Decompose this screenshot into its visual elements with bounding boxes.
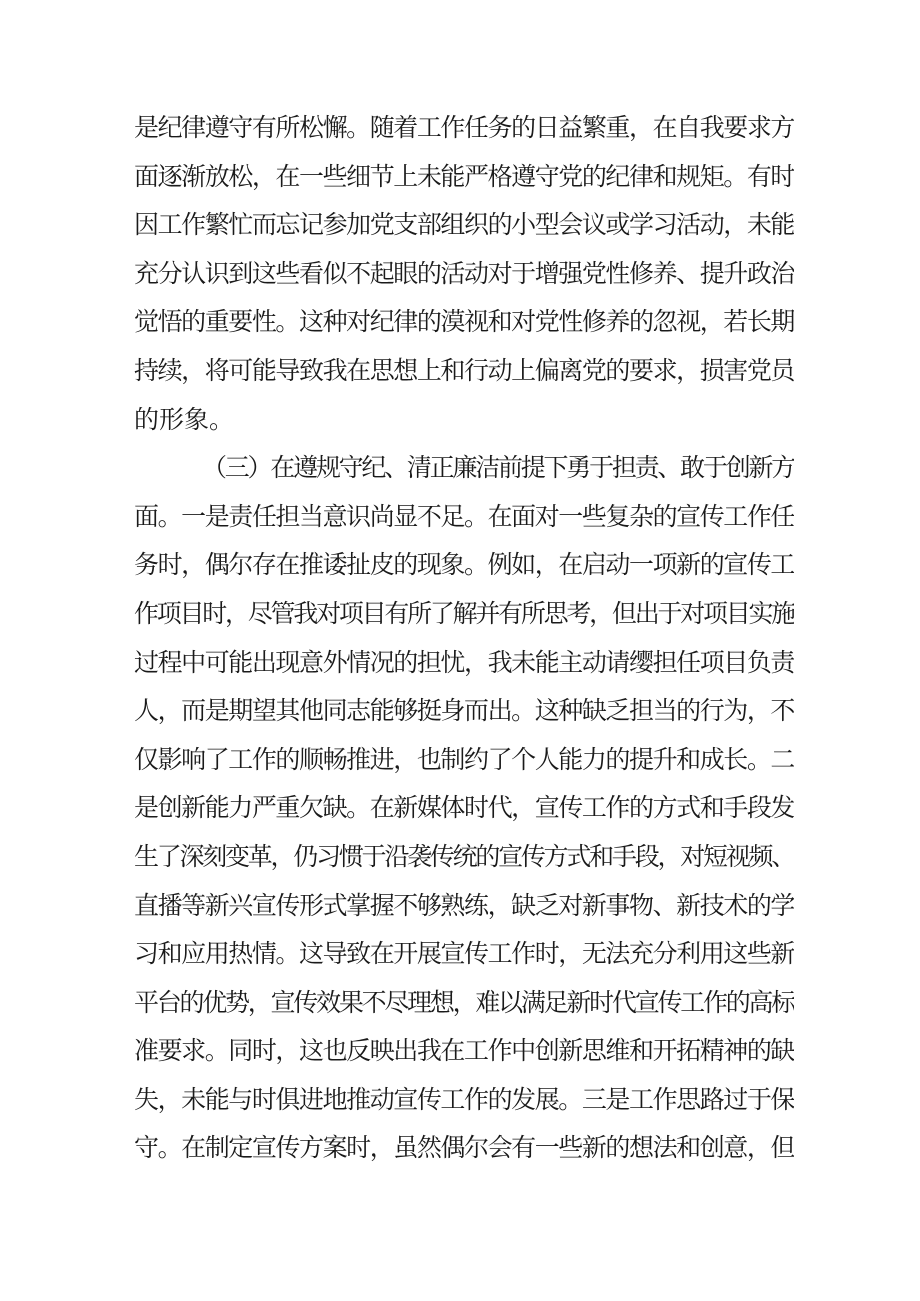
text-line: 面逐渐放松，在一些细节上未能严格遵守党的纪律和规矩。有时 — [134, 161, 794, 191]
section-heading-line: （三）在遵规守纪、清正廉洁前提下勇于担责、敢于创新方 — [202, 453, 794, 483]
text-line: 人，而是期望其他同志能够挺身而出。这种缺乏担当的行为，不 — [134, 696, 794, 726]
text-line: 失，未能与时俱进地推动宣传工作的发展。三是工作思路过于保 — [134, 1084, 794, 1114]
text-line: 习和应用热情。这导致在开展宣传工作时，无法充分利用这些新 — [134, 939, 794, 969]
text-line: 是纪律遵守有所松懈。随着工作任务的日益繁重，在自我要求方 — [134, 113, 794, 142]
text-line: 因工作繁忙而忘记参加党支部组织的小型会议或学习活动，未能 — [134, 210, 794, 240]
text-line: 过程中可能出现意外情况的担忧，我未能主动请缨担任项目负责 — [134, 647, 794, 677]
text-line: 是创新能力严重欠缺。在新媒体时代，宣传工作的方式和手段发 — [134, 793, 794, 823]
text-line: 准要求。同时，这也反映出我在工作中创新思维和开拓精神的缺 — [134, 1036, 794, 1066]
text-line: 面。一是责任担当意识尚显不足。在面对一些复杂的宣传工作任 — [134, 501, 794, 531]
text-line: 充分认识到这些看似不起眼的活动对于增强党性修养、提升政治 — [134, 258, 794, 288]
text-line: 务时，偶尔存在推诿扯皮的现象。例如，在启动一项新的宣传工 — [134, 550, 794, 580]
text-line: 平台的优势，宣传效果不尽理想，难以满足新时代宣传工作的高标 — [134, 987, 794, 1017]
text-line: 觉悟的重要性。这种对纪律的漠视和对党性修养的忽视，若长期 — [134, 307, 794, 337]
text-line: 直播等新兴宣传形式掌握不够熟练，缺乏对新事物、新技术的学 — [134, 890, 794, 920]
text-line: 的形象。 — [134, 404, 235, 434]
document-body — [134, 104, 794, 1173]
text-line: 持续，将可能导致我在思想上和行动上偏离党的要求，损害党员 — [134, 355, 794, 385]
text-line: 仅影响了工作的顺畅推进，也制约了个人能力的提升和成长。二 — [134, 744, 794, 774]
text-line: 守。在制定宣传方案时，虽然偶尔会有一些新的想法和创意，但 — [134, 1133, 794, 1163]
text-line: 作项目时，尽管我对项目有所了解并有所思考，但出于对项目实施 — [134, 598, 794, 628]
text-line: 生了深刻变革，仍习惯于沿袭传统的宣传方式和手段，对短视频、 — [134, 841, 794, 871]
